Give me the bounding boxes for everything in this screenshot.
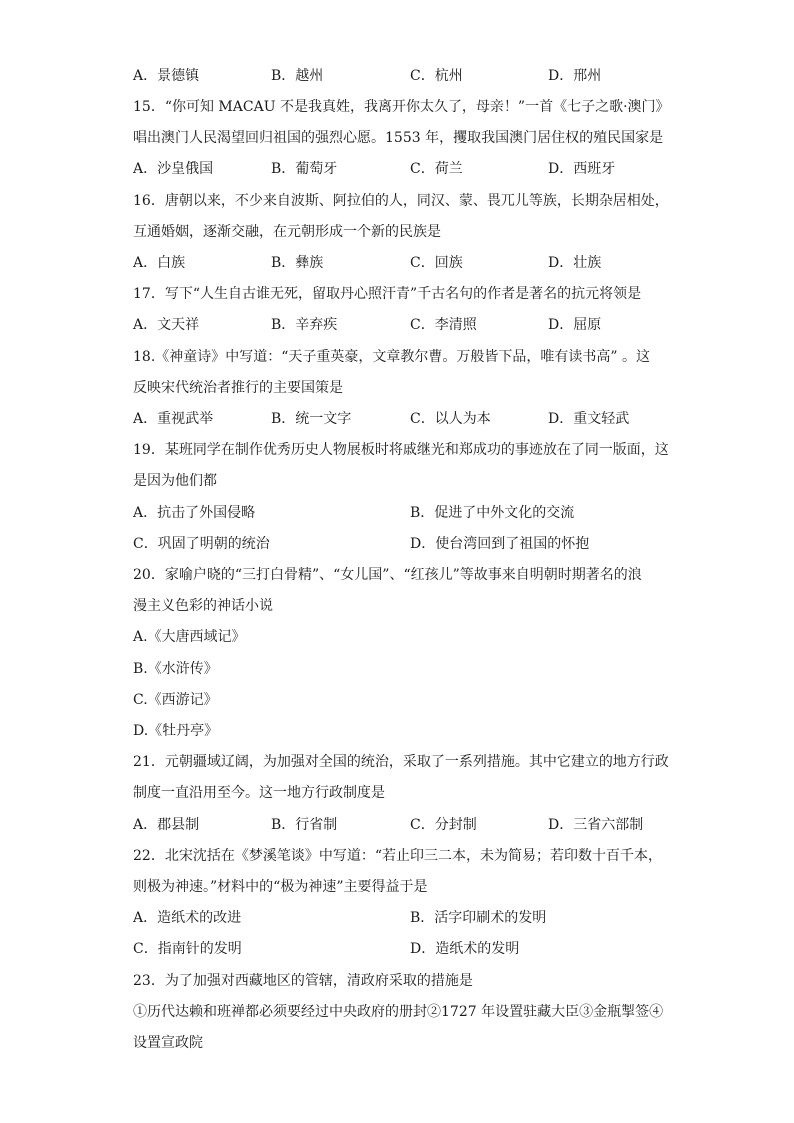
q19-option-c: C．巩固了明朝的统治 [133, 536, 270, 552]
q16-option-c: C．回族 [410, 255, 463, 271]
q15-option-b: B．葡萄牙 [271, 161, 338, 177]
q21-stem-line-1: 21．元朝疆域辽阔，为加强对全国的统治，采取了一系列措施。其中它建立的地方行政 [133, 754, 669, 770]
q15-option-c: C．荷兰 [410, 161, 463, 177]
q22-option-a: A．造纸术的改进 [133, 910, 242, 926]
q15-option-d: D．西班牙 [548, 161, 616, 177]
q19-option-b: B．促进了中外文化的交流 [410, 505, 575, 521]
q19-option-a: A．抗击了外国侵略 [133, 505, 256, 521]
q19-stem-line-1: 19．某班同学在制作优秀历史人物展板时将戚继光和郑成功的事迹放在了同一版面，这 [133, 442, 669, 458]
q16-option-a: A．白族 [133, 255, 186, 271]
q20-stem-line-1: 20．家喻户晓的“三打白骨精”、“女儿国”、“红孩儿”等故事来自明朝时期著名的浪 [133, 567, 642, 583]
q19-option-d: D．使台湾回到了祖国的怀抱 [410, 536, 590, 552]
q21-option-c: C．分封制 [410, 817, 477, 833]
q16-option-b: B．彝族 [271, 255, 324, 271]
q15-stem-line-2: 唱出澳门人民渴望回归祖国的强烈心愿。1553 年，攫取我国澳门居住权的殖民国家是 [133, 130, 664, 146]
q18-option-b: B．统一文字 [271, 411, 352, 427]
q14-option-c: C．杭州 [410, 68, 463, 84]
q20-option-b: B.《水浒传》 [133, 661, 218, 677]
q17-stem-line-1: 17．写下“人生自古谁无死，留取丹心照汗青”千古名句的作者是著名的抗元将领是 [133, 286, 642, 302]
q22-stem-line-1: 22．北宋沈括在《梦溪笔谈》中写道：“若止印三二本，未为简易；若印数十百千本， [133, 848, 662, 864]
q14-option-d: D．邢州 [548, 68, 602, 84]
q17-option-a: A．文天祥 [133, 317, 200, 333]
q17-option-b: B．辛弃疾 [271, 317, 338, 333]
q22-stem-line-2: 则极为神速。”材料中的“极为神速”主要得益于是 [133, 879, 428, 895]
q23-stem-line-1: 23．为了加强对西藏地区的管辖，清政府采取的措施是 [133, 973, 473, 989]
q19-stem-line-2: 是因为他们都 [133, 473, 217, 489]
q22-option-c: C．指南针的发明 [133, 941, 242, 957]
q20-option-c: C.《西游记》 [133, 692, 218, 708]
q16-stem-line-2: 互通婚姻，逐渐交融，在元朝形成一个新的民族是 [133, 224, 441, 240]
q15-option-a: A．沙皇俄国 [133, 161, 214, 177]
q21-option-b: B．行省制 [271, 817, 338, 833]
q15-stem-line-1: 15．“你可知 MACAU 不是我真姓，我离开你太久了，母亲！”一首《七子之歌·澳门》 [133, 99, 670, 115]
q18-option-c: C．以人为本 [410, 411, 491, 427]
q21-option-d: D．三省六部制 [548, 817, 644, 833]
q20-option-d: D.《牡丹亭》 [133, 723, 219, 739]
q22-option-d: D．造纸术的发明 [410, 941, 520, 957]
q23-stem-line-3: 设置宣政院 [133, 1035, 203, 1051]
q18-option-a: A．重视武举 [133, 411, 214, 427]
q18-stem-line-1: 18.《神童诗》中写道：“天子重英豪，文章教尔曹。万般皆下品，唯有读书高” 。这 [133, 349, 651, 365]
q18-option-d: D．重文轻武 [548, 411, 630, 427]
q17-option-d: D．屈原 [548, 317, 602, 333]
q14-option-a: A．景德镇 [133, 68, 200, 84]
q20-stem-line-2: 漫主义色彩的神话小说 [133, 598, 273, 614]
q21-option-a: A．郡县制 [133, 817, 200, 833]
q18-stem-line-2: 反映宋代统治者推行的主要国策是 [133, 380, 343, 396]
q14-option-b: B．越州 [271, 68, 324, 84]
q23-stem-line-2: ①历代达赖和班禅都必须要经过中央政府的册封②1727 年设置驻藏大臣③金瓶掣签④ [133, 1004, 664, 1020]
q21-stem-line-2: 制度一直沿用至今。这一地方行政制度是 [133, 785, 385, 801]
q16-option-d: D．壮族 [548, 255, 602, 271]
q16-stem-line-1: 16．唐朝以来，不少来自波斯、阿拉伯的人，同汉、蒙、畏兀儿等族，长期杂居相处， [133, 193, 669, 209]
q20-option-a: A.《大唐西域记》 [133, 629, 246, 645]
q17-option-c: C．李清照 [410, 317, 477, 333]
q22-option-b: B．活字印刷术的发明 [410, 910, 547, 926]
